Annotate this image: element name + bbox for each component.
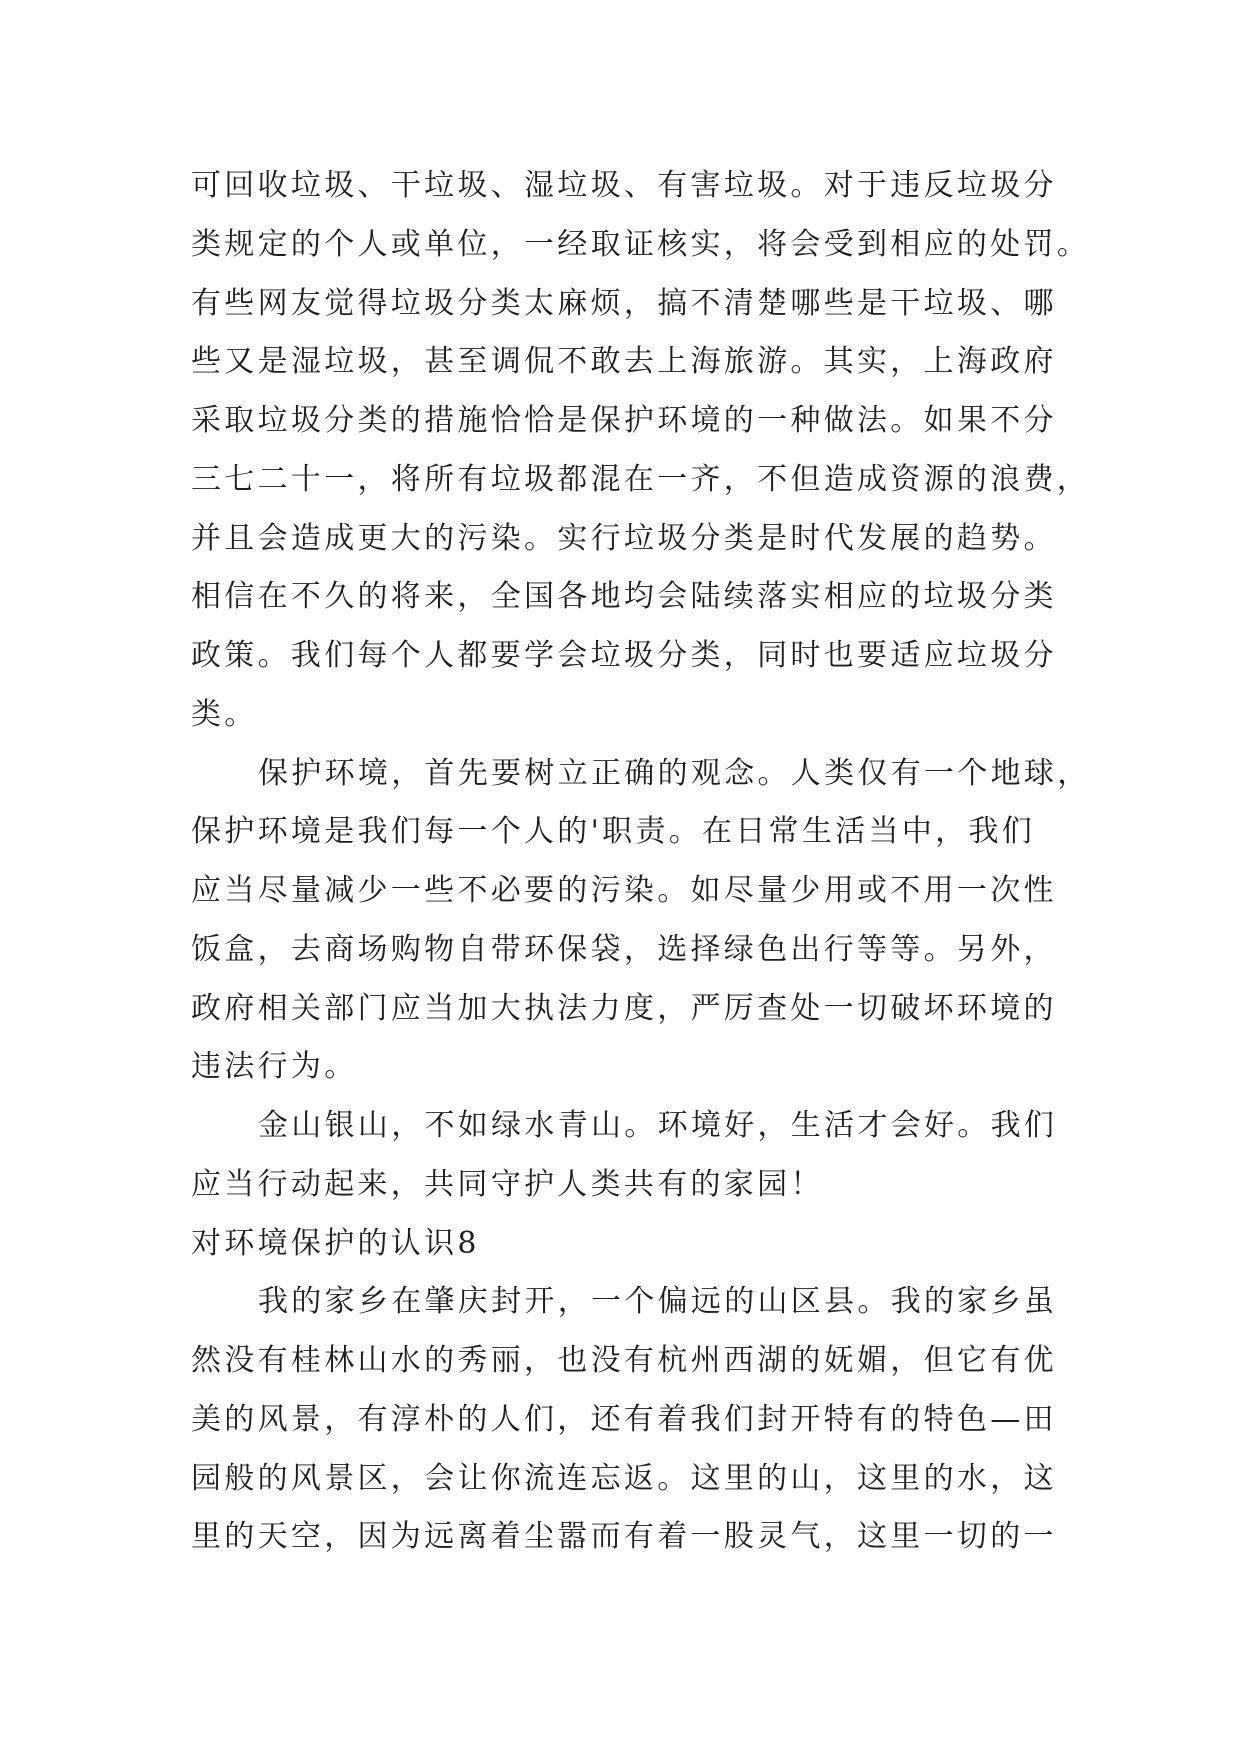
text-line: 政策。我们每个人都要学会垃圾分类，同时也要适应垃圾分: [191, 638, 1057, 673]
text-line: 我的家乡在肇庆封开，一个偏远的山区县。我的家乡虽: [258, 1284, 1058, 1320]
paragraph: [191, 1097, 1091, 1215]
text-line: 金山银山，不如绿水青山。环境好，生活才会好。我们: [258, 1108, 1058, 1143]
text-line: 并且会造成更大的污染。实行垃圾分类是时代发展的趋势。: [191, 520, 1057, 556]
text-line: 园般的风景区，会让你流连忘返。这里的山，这里的水，这: [191, 1460, 1057, 1496]
text-line: 违法行为。: [191, 1049, 358, 1085]
text-line: 有些网友觉得垃圾分类太麻烦，搞不清楚哪些是干垃圾、哪: [191, 285, 1057, 321]
text-line: 保护环境是我们每一个人的'职责。在日常生活当中，我们: [191, 814, 1036, 850]
text-line: 政府相关部门应当加大执法力度，严厉查处一切破坏环境的: [191, 990, 1057, 1026]
text-line: 类规定的个人或单位，一经取证核实，将会受到相应的处罚。: [191, 226, 1091, 262]
text-line: 类。: [191, 696, 258, 732]
section: [191, 1215, 1091, 1568]
text-line: 采取垃圾分类的措施恰恰是保护环境的一种做法。如果不分: [191, 403, 1057, 438]
text-line: 可回收垃圾、干垃圾、湿垃圾、有害垃圾。对于违反垃圾分: [191, 168, 1057, 203]
paragraph: [191, 157, 1091, 745]
paragraph: [191, 745, 1091, 1098]
text-line: 应当行动起来，共同守护人类共有的家园！: [191, 1166, 824, 1202]
section: [191, 157, 1091, 1215]
document-body: [191, 157, 1091, 1567]
text-line: 然没有桂林山水的秀丽，也没有杭州西湖的妩媚，但它有优: [191, 1343, 1057, 1378]
text-line: 饭盒，去商场购物自带环保袋，选择绿色出行等等。另外，: [191, 931, 1057, 967]
paragraph: [191, 1273, 1091, 1567]
text-line: 相信在不久的将来，全国各地均会陆续落实相应的垃圾分类: [191, 579, 1057, 615]
text-line: 应当尽量减少一些不必要的污染。如尽量少用或不用一次性: [191, 873, 1057, 908]
text-line: 三七二十一，将所有垃圾都混在一齐，不但造成资源的浪费，: [191, 461, 1091, 497]
text-line: 些又是湿垃圾，甚至调侃不敢去上海旅游。其实，上海政府: [191, 344, 1057, 380]
text-line: 保护环境，首先要树立正确的观念。人类仅有一个地球，: [258, 755, 1091, 791]
section-heading: 对环境保护的认识8: [191, 1225, 480, 1261]
text-line: 里的天空，因为远离着尘嚣而有着一股灵气，这里一切的一: [191, 1519, 1057, 1555]
text-line: 美的风景，有淳朴的人们，还有着我们封开特有的特色—田: [191, 1401, 1057, 1437]
